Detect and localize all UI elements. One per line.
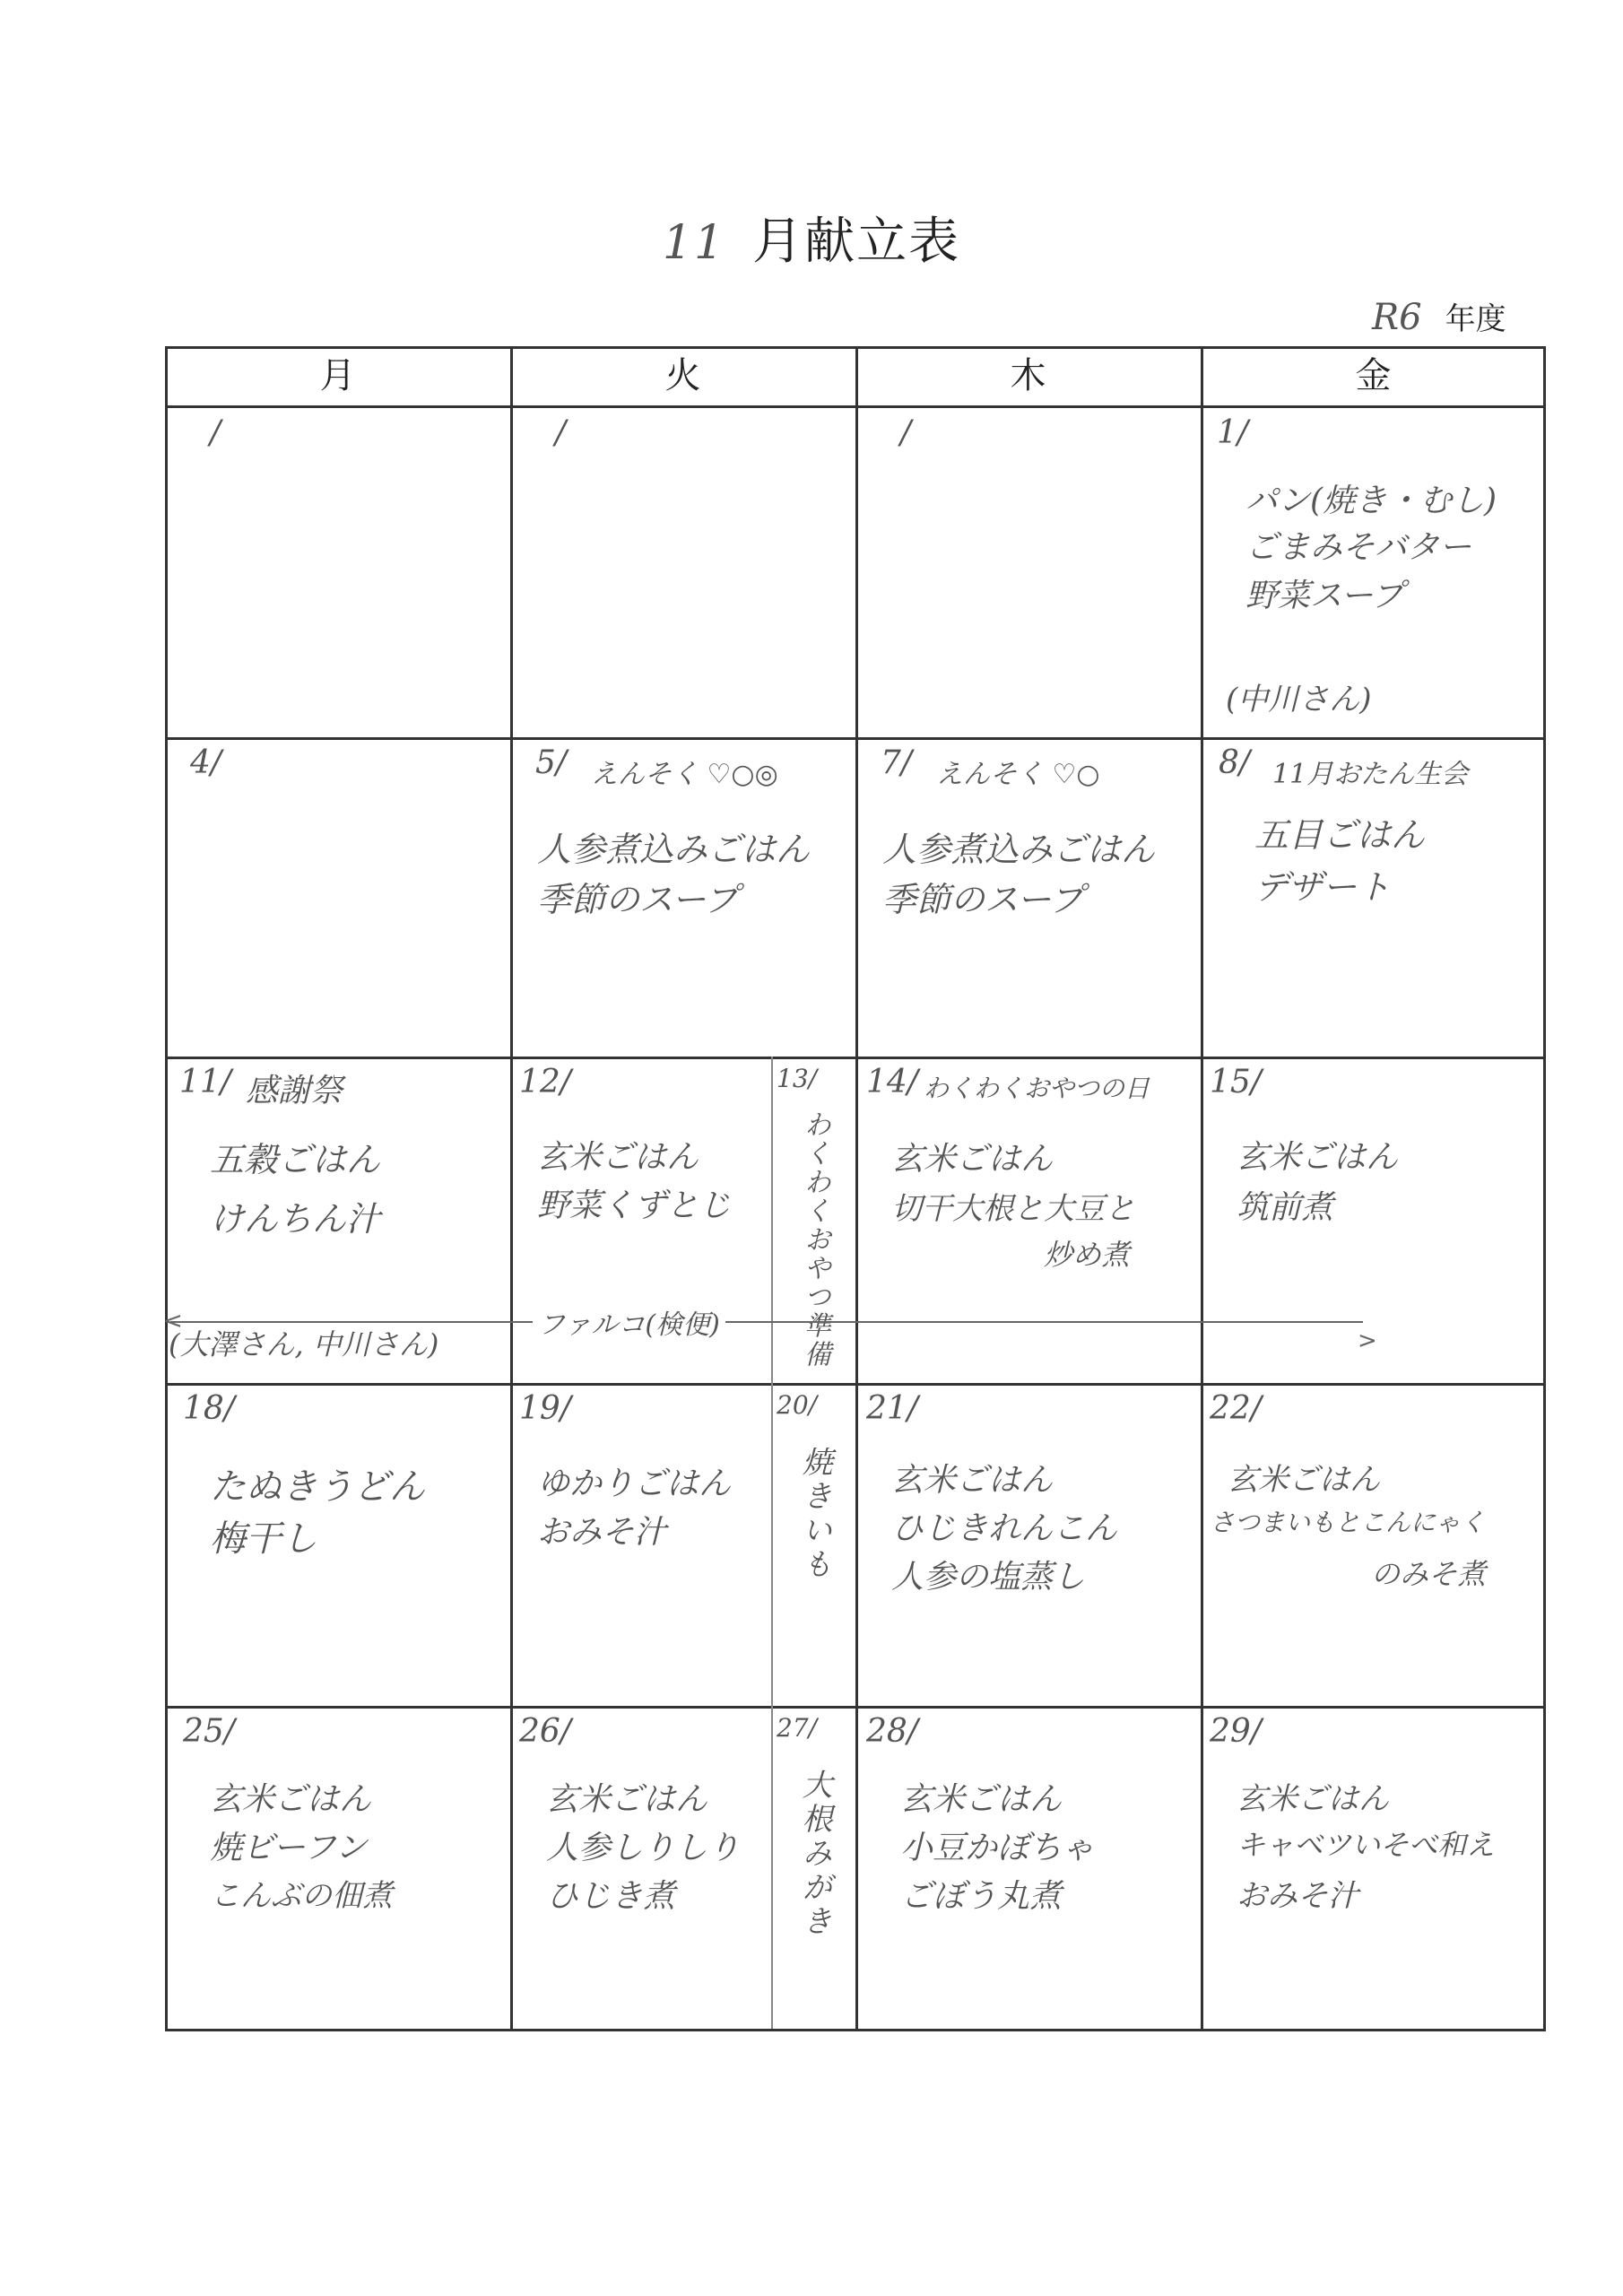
- menu-item: 玄米ごはん: [1237, 1139, 1399, 1176]
- cell-week1-mon: [165, 405, 510, 737]
- event-label: わくわくおやつの日: [924, 1074, 1150, 1103]
- menu-item: 野菜スープ: [1245, 578, 1404, 614]
- date-label: 20/: [777, 1390, 818, 1420]
- date-label: 8/: [1219, 744, 1251, 781]
- date-label: 18/: [183, 1390, 235, 1427]
- menu-item: 小豆かぼちゃ: [900, 1830, 1095, 1866]
- date-label: 22/: [1210, 1390, 1262, 1427]
- cell-week2-mon: [165, 737, 510, 1057]
- menu-item: 切干大根と大豆と: [891, 1191, 1135, 1227]
- menu-item: たぬきうどん: [210, 1466, 425, 1508]
- cell-week5-fri: [1201, 1706, 1546, 2029]
- menu-item: 五目ごはん: [1254, 815, 1426, 855]
- event-label: えんそく ♡○: [936, 759, 1100, 790]
- menu-item: 人参の塩蒸し: [891, 1559, 1086, 1596]
- event-label: えんそく ♡○◎: [591, 759, 778, 790]
- date-label: 25/: [183, 1713, 235, 1750]
- date-label: 12/: [519, 1064, 571, 1100]
- menu-item: 玄米ごはん: [1237, 1781, 1389, 1817]
- menu-item: 炒め煮: [1044, 1238, 1131, 1272]
- menu-item: キャベツいそべ和え: [1237, 1828, 1496, 1862]
- menu-item: のみそ煮: [1371, 1557, 1487, 1591]
- staff-note: (中川さん): [1226, 682, 1372, 718]
- cell-week2-fri: [1201, 737, 1546, 1057]
- menu-item: 梅干し: [210, 1518, 317, 1560]
- menu-item: 玄米ごはん: [537, 1139, 699, 1176]
- date-label: 4/: [190, 744, 222, 781]
- cell-week4-mon: [165, 1383, 510, 1706]
- date-label: 1/: [1217, 414, 1249, 451]
- arrow-right-icon: >: [1358, 1327, 1377, 1354]
- menu-item: 野菜くずとじ: [537, 1187, 732, 1224]
- menu-item: 玄米ごはん: [546, 1781, 708, 1818]
- menu-item: ごまみそバター: [1245, 529, 1472, 566]
- menu-item: ひじき煮: [546, 1878, 676, 1915]
- period-arrow: [170, 1321, 1363, 1323]
- menu-item: 玄米ごはん: [891, 1462, 1054, 1499]
- cell-week1-thu: [855, 405, 1201, 737]
- menu-item: 季節のスープ: [537, 880, 739, 919]
- menu-item: 五穀ごはん: [210, 1140, 381, 1179]
- page-title: [0, 202, 1623, 274]
- menu-item: おみそ汁: [1237, 1878, 1358, 1914]
- date-label: 13/: [777, 1064, 818, 1093]
- wednesday-note: わくわくおやつ準備: [799, 1110, 830, 1369]
- date-label: /: [210, 414, 221, 451]
- menu-item: 人参煮込みごはん: [882, 830, 1156, 869]
- menu-item: 焼ビーフン: [210, 1830, 368, 1866]
- cell-week1-tue: [510, 405, 855, 737]
- menu-calendar-grid: [165, 346, 1546, 2029]
- menu-item: 玄米ごはん: [891, 1141, 1054, 1178]
- menu-item: こんぶの佃煮: [210, 1878, 393, 1914]
- menu-item: 人参煮込みごはん: [537, 830, 811, 869]
- date-label: 14/: [866, 1064, 918, 1100]
- cell-week5-tue: [510, 1706, 771, 2029]
- day-header-mon: 月: [319, 355, 356, 396]
- date-label: 11/: [179, 1064, 231, 1100]
- date-label: 27/: [777, 1713, 818, 1743]
- event-label: 感謝祭: [246, 1073, 343, 1109]
- wednesday-note: 焼きいも: [796, 1446, 832, 1582]
- year-label: 年度: [1445, 301, 1506, 337]
- cell-week4-tue: [510, 1383, 771, 1706]
- cell-week2-thu: [855, 737, 1201, 1057]
- cell-week5-mon: [165, 1706, 510, 2029]
- date-label: /: [555, 414, 567, 451]
- cell-week4-fri: [1201, 1383, 1546, 1706]
- menu-item: おみそ汁: [537, 1514, 667, 1551]
- menu-item: けんちん汁: [210, 1199, 381, 1239]
- cell-week4-wed: [771, 1383, 855, 1706]
- menu-item: デザート: [1254, 867, 1392, 907]
- year-handwritten: R6: [1372, 297, 1422, 338]
- menu-item: 玄米ごはん: [900, 1781, 1063, 1818]
- date-label: 15/: [1210, 1064, 1262, 1100]
- menu-item: 玄米ごはん: [1228, 1462, 1380, 1498]
- date-label: 28/: [866, 1713, 918, 1750]
- event-label: 11月おたん生会: [1272, 759, 1469, 790]
- cell-week4-thu: [855, 1383, 1201, 1706]
- date-label: 29/: [1210, 1713, 1262, 1750]
- title-text: 月献立表: [752, 213, 961, 271]
- cell-week3-wed: [771, 1057, 855, 1383]
- menu-item: 季節のスープ: [882, 880, 1084, 919]
- staff-note: (大澤さん, 中川さん): [169, 1327, 439, 1361]
- cell-week3-mon: [165, 1057, 510, 1383]
- day-header-fri: 金: [1355, 355, 1392, 396]
- arrow-left-icon: <: [163, 1308, 183, 1335]
- cell-week5-wed: [771, 1706, 855, 2029]
- date-label: 5/: [535, 744, 568, 781]
- cell-week3-thu: [855, 1057, 1201, 1383]
- menu-item: 筑前煮: [1237, 1189, 1334, 1226]
- wednesday-note: 大根みがき: [796, 1769, 832, 1939]
- cell-week1-fri: [1201, 405, 1546, 737]
- cell-week5-thu: [855, 1706, 1201, 2029]
- date-label: 21/: [866, 1390, 918, 1427]
- arrow-label: ファルコ(検便): [533, 1302, 725, 1342]
- menu-item: ひじきれんこん: [891, 1510, 1118, 1547]
- date-label: /: [900, 414, 912, 451]
- menu-item: 人参しりしり: [546, 1830, 741, 1866]
- menu-item: ごぼう丸煮: [900, 1878, 1063, 1915]
- day-header-thu: 木: [1010, 355, 1046, 396]
- cell-week2-tue: [510, 737, 855, 1057]
- menu-item: パン(焼き・むし): [1245, 483, 1497, 519]
- month-handwritten: 11: [662, 216, 726, 270]
- menu-item: ゆかりごはん: [537, 1465, 732, 1502]
- date-label: 19/: [519, 1390, 571, 1427]
- date-label: 7/: [881, 744, 913, 781]
- fiscal-year: [1372, 294, 1506, 338]
- menu-item: さつまいもとこんにゃく: [1210, 1508, 1486, 1537]
- menu-item: 玄米ごはん: [210, 1781, 372, 1818]
- day-header-tue: 火: [664, 355, 701, 396]
- date-label: 26/: [519, 1713, 571, 1750]
